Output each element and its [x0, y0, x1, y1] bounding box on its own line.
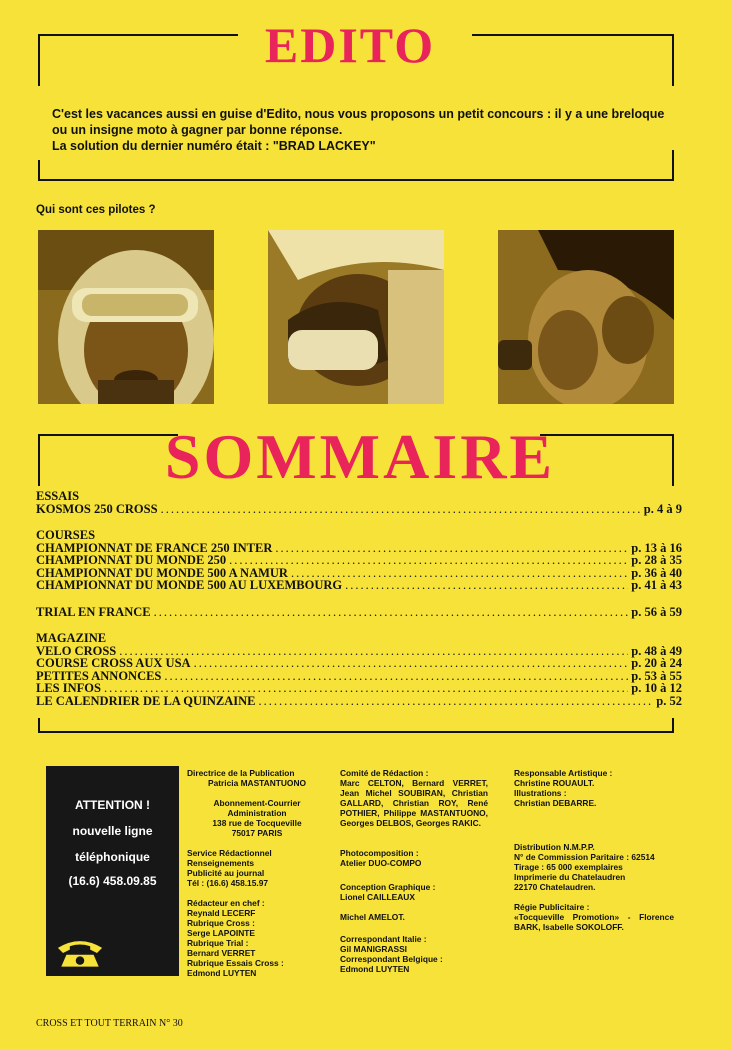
credit-text: Renseignements Publicité au journal Tél : (16.6) 458.15.97 [187, 858, 269, 888]
toc-entry-label: CHAMPIONNAT DU MONDE 500 A NAMUR [36, 565, 288, 580]
edito-frame-bottom [38, 179, 674, 181]
toc-entry-pages: p. 53 à 55 [631, 668, 682, 683]
toc-entry-label: VELO CROSS [36, 643, 117, 658]
edito-paragraph: C'est les vacances aussi en guise d'Edito, nous vous proposons un petit concours : il y a une breloque ou un insigne moto à gagner par bonne réponse. [52, 107, 665, 137]
credit-text: Patricia MASTANTUONO [207, 778, 307, 788]
toc-entry-pages: p. 28 à 35 [631, 553, 682, 567]
toc-entry[interactable] [36, 579, 682, 592]
attention-box [46, 766, 179, 976]
credit-title: Conception Graphique : [340, 882, 436, 892]
toc-entry[interactable] [36, 695, 682, 708]
toc-heading-courses: COURSES [36, 528, 96, 542]
toc-entry[interactable] [36, 657, 682, 670]
toc-entry-pages: p. 41 à 43 [631, 578, 682, 592]
edito-frame-left-bottom [38, 160, 40, 180]
credit-text: Reynald LECERF Rubrique Cross : Serge LAPOINTE Rubrique Trial : Bernard VERRET Rubrique Essais Cross : Edmond LUYTEN [187, 908, 284, 978]
credits-column-3 [514, 768, 674, 932]
pilot-photo-1 [38, 230, 214, 404]
toc-entry-pages: p. 48 à 49 [631, 643, 682, 658]
sommaire-title: SOMMAIRE [164, 421, 556, 492]
toc-leader [259, 695, 654, 708]
toc-entry-label: CHAMPIONNAT DE FRANCE 250 INTER [36, 540, 273, 555]
credit-title: Régie Publicitaire : [514, 902, 590, 912]
toc-entry-label: LES INFOS [36, 681, 101, 695]
edito-frame-top-left [38, 34, 238, 36]
toc-entry[interactable] [36, 606, 682, 619]
table-of-contents [36, 490, 682, 707]
sommaire-frame-left [38, 434, 40, 486]
sommaire-frame-right [672, 434, 674, 486]
credit-text: Gil MANIGRASSI Correspondant Belgique : Edmond LUYTEN [340, 944, 443, 974]
toc-leader [154, 606, 629, 619]
sommaire-frame-top-left [38, 434, 178, 436]
credit-title: Comité de Rédaction : [340, 768, 429, 778]
credits-column-1 [187, 768, 327, 978]
toc-leader [161, 503, 641, 516]
credit-text: Marc CELTON, Bernard VERRET, Jean Michel SOUBIRAN, Christian GALLARD, Christian ROY, René POTHIER, Philippe MASTANTUONO, Georges DELBOS, Georges RAKIC. [340, 778, 488, 828]
attention-phone-number: (16.6) 458.09.85 [68, 874, 157, 888]
credit-title: Distribution N.M.P.P. [514, 842, 595, 852]
photo-question: Qui sont ces pilotes ? [36, 204, 156, 216]
edito-text [38, 106, 678, 154]
toc-leader [164, 670, 628, 683]
credit-text: N° de Commission Paritaire : 62514 Tirage : 65 000 exemplaires Imprimerie du Chatelaudren 22170 Chatelaudren. [514, 852, 655, 892]
toc-entry-label: LE CALENDRIER DE LA QUINZAINE [36, 693, 256, 708]
toc-entry-label: PETITES ANNONCES [36, 668, 162, 683]
attention-heading: ATTENTION ! [74, 798, 151, 812]
credit-text: Lionel CAILLEAUX Michel AMELOT. [340, 892, 415, 922]
toc-entry-pages: p. 52 [656, 693, 682, 708]
edito-frame-top-right [472, 34, 674, 36]
edito-title: EDITO [264, 17, 436, 73]
sommaire-frame-bottom [38, 731, 674, 733]
credit-title: Service Rédactionnel [187, 848, 272, 858]
toc-entry-pages: p. 20 à 24 [631, 656, 682, 670]
credit-title: Rédacteur en chef : [187, 898, 265, 908]
credits-column-2 [340, 768, 488, 974]
toc-entry-label: TRIAL EN FRANCE [36, 604, 151, 619]
telephone-icon [54, 936, 106, 970]
sommaire-frame-top-right [540, 434, 674, 436]
credit-text: Administration 138 rue de Tocqueville 75017 PARIS [212, 808, 302, 838]
toc-entry[interactable] [36, 554, 682, 567]
toc-leader [194, 657, 629, 670]
edito-solution: La solution du dernier numéro était : "BRAD LACKEY" [52, 139, 376, 153]
edito-frame-right-bottom [672, 150, 674, 180]
pilot-photo-3 [498, 230, 674, 404]
toc-heading-essais: ESSAIS [36, 489, 80, 503]
toc-entry-pages: p. 36 à 40 [631, 565, 682, 580]
toc-entry[interactable] [36, 682, 682, 695]
credit-text: «Tocqueville Promotion» - Florence BARK, Isabelle SOKOLOFF. [514, 912, 674, 932]
credit-title: Directrice de la Publication [187, 768, 295, 778]
credit-title: Responsable Artistique : [514, 768, 613, 778]
credit-text: Atelier DUO-COMPO [340, 858, 422, 868]
credit-title: Abonnement-Courrier [213, 798, 301, 808]
toc-leader [345, 579, 628, 592]
edito-frame-right [672, 34, 674, 86]
pilot-drinking-photo [498, 230, 674, 404]
credit-title: Correspondant Italie : [340, 934, 427, 944]
toc-leader [275, 542, 628, 555]
toc-entry[interactable] [36, 503, 682, 516]
toc-entry[interactable] [36, 670, 682, 683]
toc-entry-label: KOSMOS 250 CROSS [36, 501, 158, 516]
toc-leader [119, 645, 628, 658]
toc-entry-label: COURSE CROSS AUX USA [36, 656, 191, 670]
attention-line-3: téléphonique [75, 850, 150, 864]
pilot-photo-2 [268, 230, 444, 404]
edito-frame-left [38, 34, 40, 86]
attention-line-2: nouvelle ligne [72, 824, 153, 838]
page-footer: CROSS ET TOUT TERRAIN N° 30 [36, 1018, 183, 1029]
credit-title: Photocomposition : [340, 848, 419, 858]
toc-entry-label: CHAMPIONNAT DU MONDE 250 [36, 553, 227, 567]
pilot-helmet-goggles-photo [38, 230, 214, 404]
sommaire-frame-left-bottom [38, 718, 40, 732]
toc-heading-magazine: MAGAZINE [36, 631, 107, 645]
toc-leader [229, 554, 628, 567]
toc-entry-pages: p. 4 à 9 [643, 501, 682, 516]
toc-entry-pages: p. 56 à 59 [631, 604, 682, 619]
pilot-helmet-profile-photo [268, 230, 444, 404]
toc-entry-pages: p. 13 à 16 [631, 540, 682, 555]
toc-entry-pages: p. 10 à 12 [631, 681, 682, 695]
sommaire-frame-right-bottom [672, 718, 674, 732]
credit-text: Christine ROUAULT. Illustrations : Christian DEBARRE. [514, 778, 597, 808]
toc-leader [104, 682, 628, 695]
toc-entry-label: CHAMPIONNAT DU MONDE 500 AU LUXEMBOURG [36, 578, 343, 592]
